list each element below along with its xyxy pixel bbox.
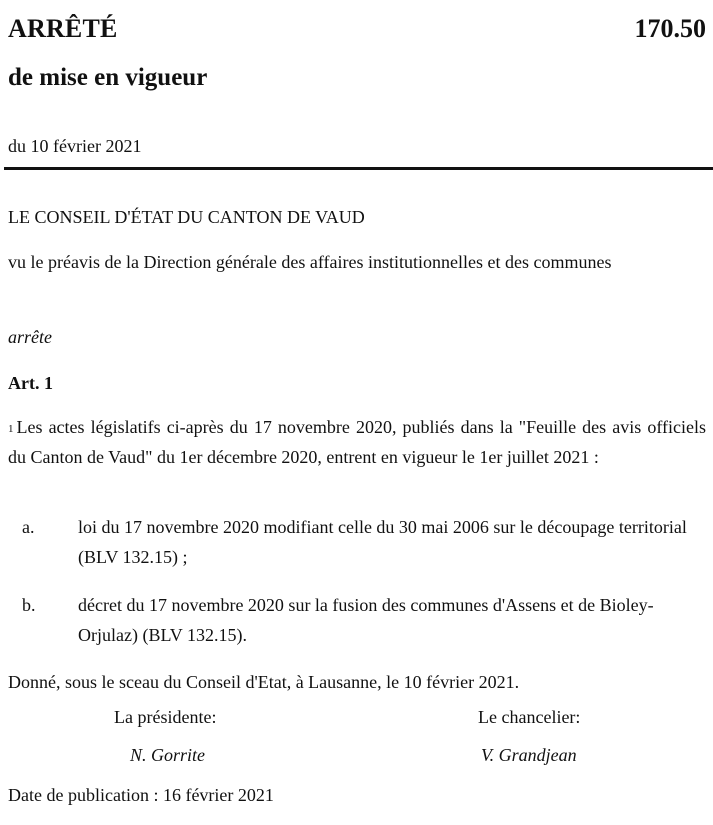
issuer: LE CONSEIL D'ÉTAT DU CANTON DE VAUD: [8, 207, 365, 227]
list-item-marker: b.: [22, 595, 36, 615]
document-subtitle: de mise en vigueur: [8, 64, 208, 91]
chancellor-name: V. Grandjean: [481, 745, 577, 765]
arrete-keyword: arrête: [8, 327, 52, 347]
list-item-marker: a.: [22, 517, 35, 537]
document-number: 170.50: [634, 14, 706, 43]
alinea-text: Les actes législatifs ci-après du 17 novembre 2020, publiés dans la "Feuille des avis officiels du Canton de Vaud" du 1er décembre 2020, entrent en vigueur le 1er juillet 2021 :: [8, 417, 706, 467]
header-divider: [4, 167, 713, 170]
preavis-paragraph: vu le préavis de la Direction générale des affaires institutionnelles et des communes: [8, 252, 612, 272]
publication-date: Date de publication : 16 février 2021: [8, 785, 274, 805]
document-date: du 10 février 2021: [8, 136, 142, 156]
article-title: Art. 1: [8, 373, 53, 393]
given-statement: Donné, sous le sceau du Conseil d'Etat, à Lausanne, le 10 février 2021.: [8, 672, 520, 692]
president-name: N. Gorrite: [130, 745, 206, 765]
alinea-paragraph: [8, 412, 706, 472]
document-page: [8, 0, 708, 825]
list-item-text: décret du 17 novembre 2020 sur la fusion des communes d'Assens et de Bioley-Orjulaz) (BLV 132.15).: [78, 595, 654, 645]
list-item-text: loi du 17 novembre 2020 modifiant celle du 30 mai 2006 sur le découpage territorial (BLV 132.15) ;: [78, 517, 687, 567]
document-title: ARRÊTÉ: [8, 14, 118, 43]
alinea-number: 1: [8, 423, 14, 435]
president-role: La présidente:: [114, 707, 217, 727]
chancellor-role: Le chancelier:: [478, 707, 581, 727]
